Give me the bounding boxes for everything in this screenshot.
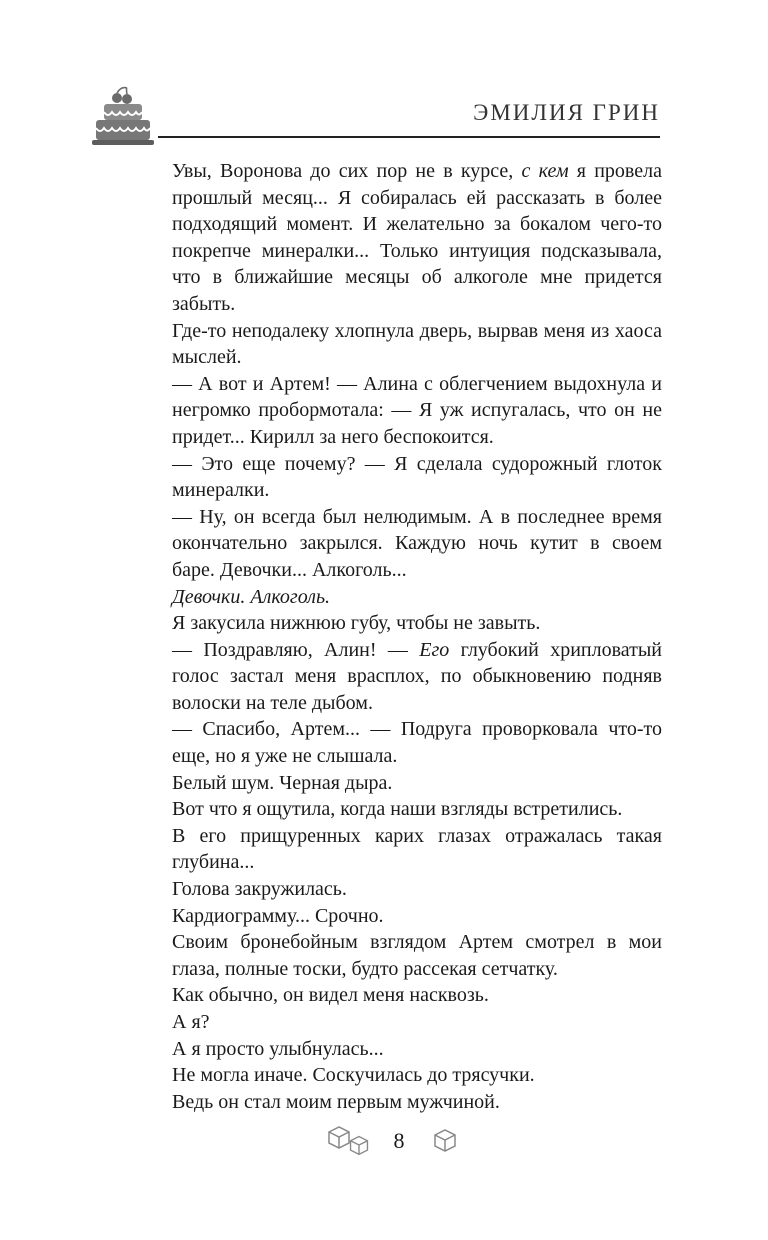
paragraph: Увы, Воронова до сих пор не в курсе, с кем я провела прошлый месяц... Я собиралась ей рассказать в более подходящий момент. И желательно за бокалом чего-то покрепче минералки... Только интуиция подсказывала, что в ближайшие месяцы об алкоголе мне придется забыть. [172, 160, 662, 315]
paragraph: А я просто улыбнулась... [172, 1037, 384, 1060]
header-rule [158, 136, 660, 138]
sugar-cube-icon [432, 1127, 458, 1153]
paragraph: Кардиограмму... Срочно. [172, 904, 384, 927]
paragraph: Голова закружилась. [172, 878, 347, 901]
paragraph: В его прищуренных карих глазах отражалась такая глубина... [172, 824, 662, 874]
paragraph: Своим бронебойным взглядом Артем смотрел в мои глаза, полные тоски, будто рассекая сетчатку. [172, 931, 662, 980]
page-footer [0, 1124, 768, 1164]
page-body [172, 158, 662, 1115]
paragraph-italic: Девочки. Алкоголь. [172, 585, 331, 608]
sugar-cube-icon [348, 1134, 370, 1156]
paragraph: — Ну, он всегда был нелюдимым. А в последнее время окончательно закрылся. Каждую ночь кутит в своем баре. Девочки... Алкоголь... [172, 505, 662, 581]
paragraph: А я? [172, 1011, 210, 1033]
paragraph: Где-то неподалеку хлопнула дверь, вырвав меня из хаоса мыслей. [172, 319, 662, 369]
page-number: 8 [393, 1128, 405, 1153]
paragraph: — А вот и Артем! — Алина с облегчением выдохнула и негромко пробормотала: — Я уж испугалась, что он не придет... Кирилл за него беспокоится. [172, 372, 662, 448]
paragraph: Не могла иначе. Соскучилась до трясучки. [172, 1064, 535, 1087]
cake-logo-icon [90, 86, 158, 150]
paragraph: Ведь он стал моим первым мужчиной. [172, 1090, 500, 1113]
paragraph: Как обычно, он видел меня насквозь. [172, 984, 489, 1007]
paragraph: Вот что я ощутила, когда наши взгляды встретились. [172, 798, 623, 821]
paragraph: — Это еще почему? — Я сделала судорожный глоток минералки. [172, 452, 662, 502]
running-head-author: ЭМИЛИЯ ГРИН [473, 100, 660, 125]
paragraph: — Спасибо, Артем... — Подруга проворковала что-то еще, но я уже не слышала. [172, 718, 662, 768]
paragraph: Белый шум. Черная дыра. [172, 771, 393, 794]
paragraph: — Поздравляю, Алин! — Его глубокий хрипловатый голос застал меня врасплох, по обыкновению подняв волоски на теле дыбом. [172, 638, 662, 714]
paragraph: Я закусила нижнюю губу, чтобы не завыть. [172, 612, 541, 635]
